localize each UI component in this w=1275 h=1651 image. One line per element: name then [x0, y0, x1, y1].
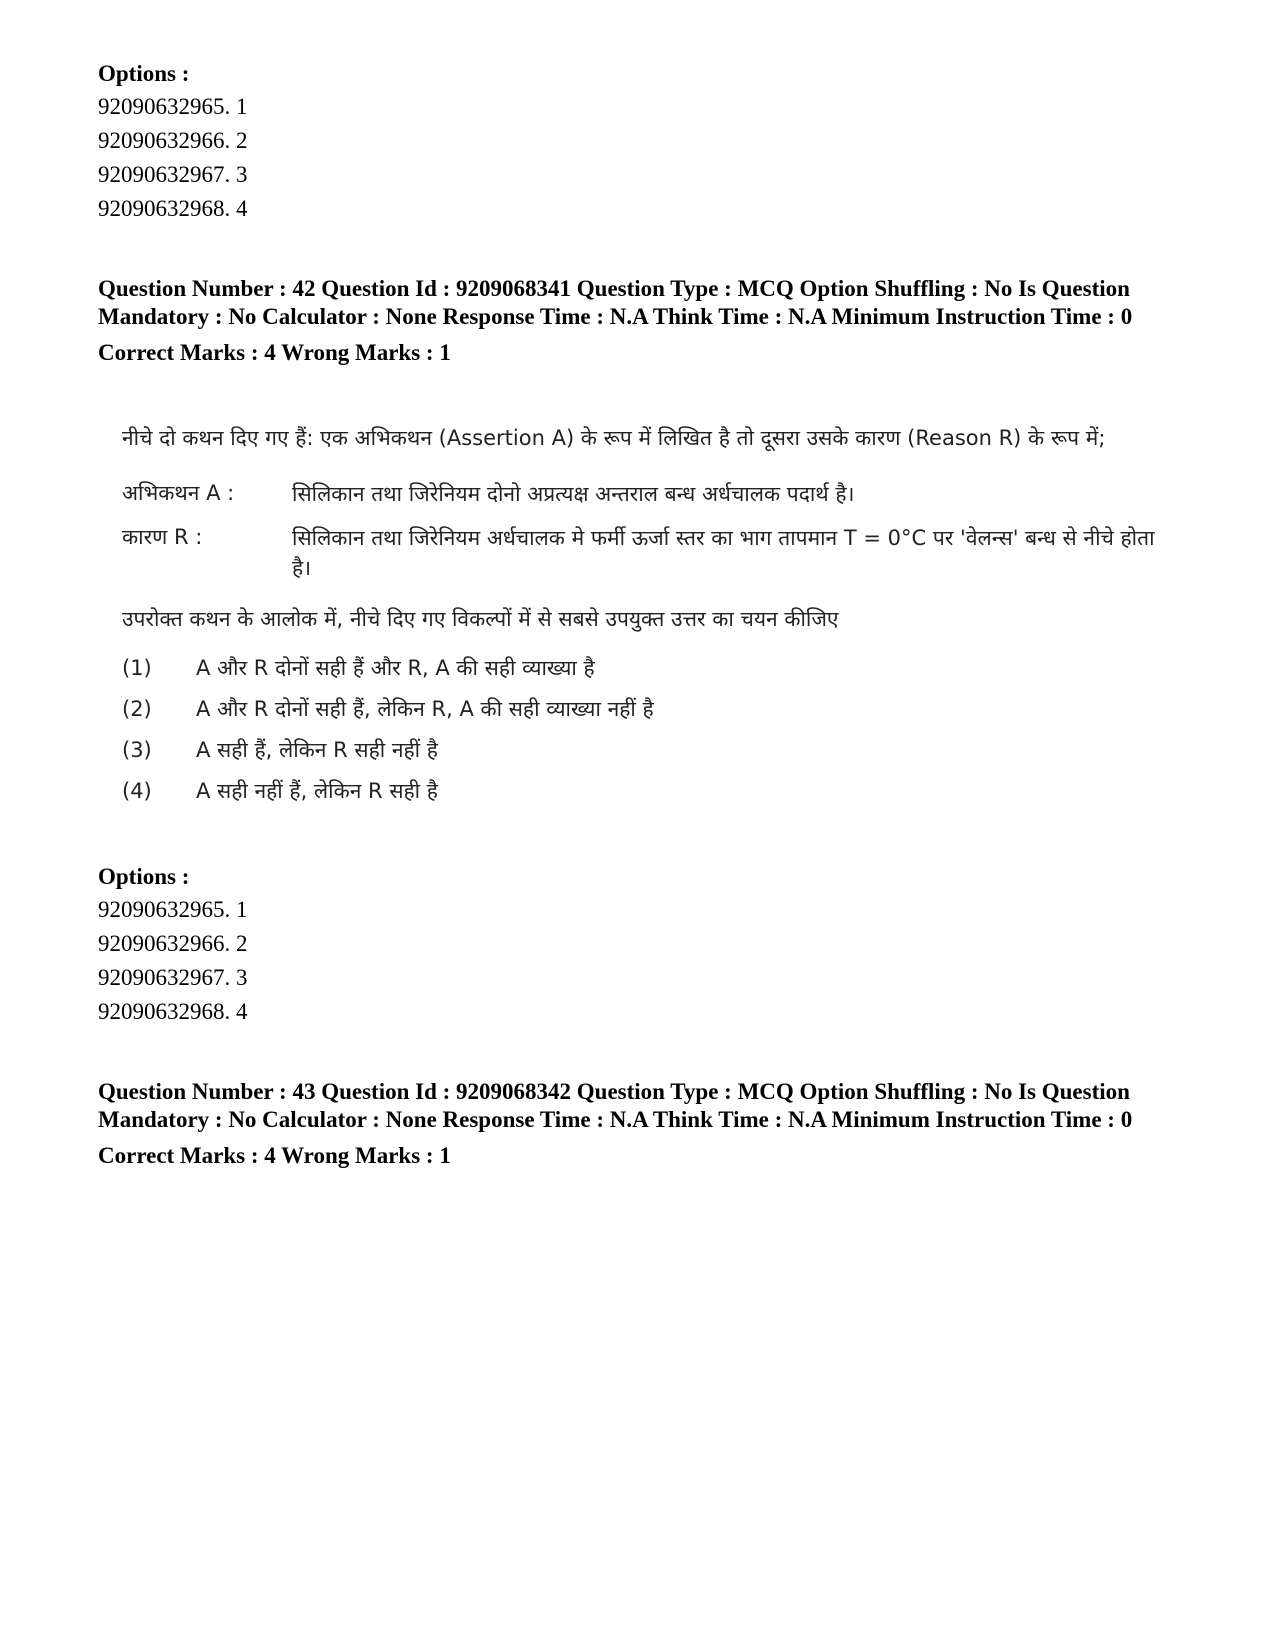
- assertion-row: [122, 479, 1162, 509]
- assertion-label: अभिकथन A :: [122, 481, 235, 505]
- question-header: Question Number : 43 Question Id : 9209068342 Question Type : MCQ Option Shuffling : No Is Question Mandatory : No Calculator : None Response Time : N.A Think Time : N.A Minimum Instruction Time : 0: [98, 1079, 1133, 1132]
- question-instruction: उपरोक्त कथन के आलोक में, नीचे दिए गए विकल्पों में से सबसे उपयुक्त उत्तर का चयन कीजिए: [122, 607, 839, 631]
- options-block-1: [98, 58, 248, 226]
- option-item: 92090632967. 3: [98, 162, 248, 187]
- option-item: 92090632965. 1: [98, 94, 248, 119]
- options-label: Options :: [98, 864, 190, 889]
- choice-item: [122, 770, 1162, 811]
- options-block-2: [98, 861, 248, 1029]
- choice-number: (4): [122, 778, 152, 803]
- choice-text: A और R दोनों सही हैं, लेकिन R, A की सही व्याख्या नहीं है: [196, 696, 654, 721]
- reason-label: कारण R :: [122, 525, 203, 549]
- question-header: Question Number : 42 Question Id : 9209068341 Question Type : MCQ Option Shuffling : No Is Question Mandatory : No Calculator : None Response Time : N.A Think Time : N.A Minimum Instruction Time : 0: [98, 276, 1133, 329]
- question-intro: नीचे दो कथन दिए गए हैं: एक अभिकथन (Assertion A) के रूप में लिखित है तो दूसरा उसके कारण (Reason R) के रूप में;: [122, 426, 1106, 450]
- option-item: 92090632966. 2: [98, 128, 248, 153]
- choice-item: [122, 647, 1162, 688]
- choice-text: A सही हैं, लेकिन R सही नहीं है: [196, 737, 438, 762]
- reason-text: सिलिकान तथा जिरेनियम अर्धचालक मे फर्मी ऊर्जा स्तर का भाग तापमान T = 0°C पर 'वेलन्स' बन्ध से नीचे होता है।: [292, 526, 1155, 580]
- question-marks: Correct Marks : 4 Wrong Marks : 1: [98, 1143, 451, 1168]
- reason-row: [122, 523, 1162, 583]
- option-item: 92090632966. 2: [98, 931, 248, 956]
- choice-number: (2): [122, 696, 152, 721]
- option-item: 92090632968. 4: [98, 999, 248, 1024]
- choice-text: A सही नहीं हैं, लेकिन R सही है: [196, 778, 438, 803]
- assertion-text: सिलिकान तथा जिरेनियम दोनो अप्रत्यक्ष अन्तराल बन्ध अर्धचालक पदार्थ है।: [292, 482, 855, 506]
- question-42-header-block: [98, 275, 1188, 369]
- choice-item: [122, 729, 1162, 770]
- choice-item: [122, 688, 1162, 729]
- choice-text: A और R दोनों सही हैं और R, A की सही व्याख्या है: [196, 655, 595, 680]
- question-42-body: [122, 423, 1162, 811]
- option-item: 92090632967. 3: [98, 965, 248, 990]
- question-43-header-block: [98, 1078, 1188, 1172]
- option-item: 92090632965. 1: [98, 897, 248, 922]
- option-item: 92090632968. 4: [98, 196, 248, 221]
- choice-number: (1): [122, 655, 152, 680]
- choice-number: (3): [122, 737, 152, 762]
- options-label: Options :: [98, 61, 190, 86]
- question-marks: Correct Marks : 4 Wrong Marks : 1: [98, 340, 451, 365]
